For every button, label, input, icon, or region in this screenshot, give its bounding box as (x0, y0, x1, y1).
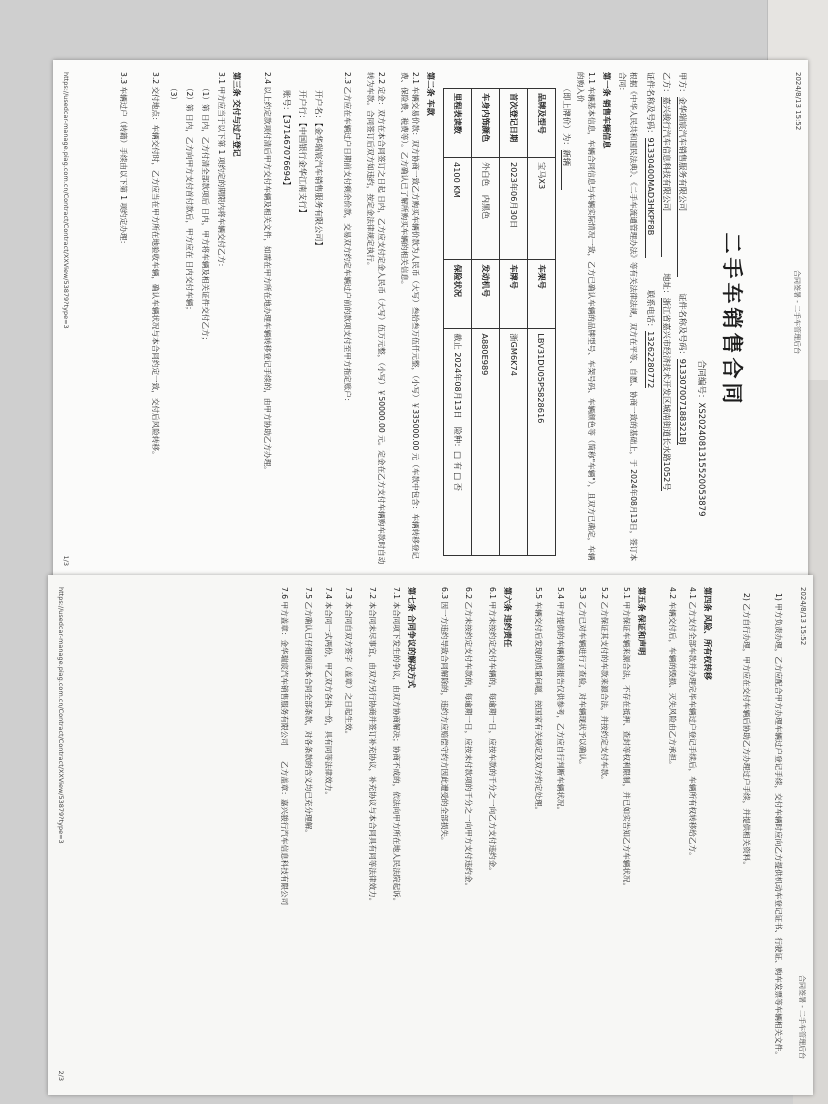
article-5-1: 5.1 甲方保证车辆来源合法，不存在抵押、查封等权利限制，并已如实告知乙方车辆状况。 (622, 587, 631, 891)
page-number: 2/3 (57, 1070, 65, 1081)
article-7-1: 7.1 本合同项下发生的争议，由双方协商解决；协商不成的，依法向甲方所在地人民法院起诉。 (392, 587, 401, 906)
page-footer-url: https://usedcar-manage.piag.com.cn/Contract/Contract/XXView/53879?type=3 (62, 72, 70, 329)
contract-number-value: XS2024081315520053879 (696, 402, 706, 517)
article-1-1: 1.1 车辆基本信息，车辆合同信息与车辆实际情况一致，乙方已确认车辆的品牌型号、车架号码、车辆颜色等（简称"车辆"），且双方已确定，车辆的购入价 (576, 72, 596, 561)
party-a-cert-label: 证件名称及号码： (678, 293, 688, 359)
account-bank: 中国银行金华江南支行 (298, 126, 308, 209)
article-2-title: 第二条 车款 (426, 72, 436, 116)
contract-page-2 (48, 575, 813, 1095)
vehicle-table-label: 车身内饰颜色 (472, 89, 500, 158)
party-b-cert-row (645, 72, 656, 388)
vehicle-table-label: 品牌及型号 (528, 89, 556, 158)
account-name-row: 开户名：【金华瑞宸汽车销售服务有限公司】 (314, 90, 324, 250)
article-5-title: 第五条 保证和声明 (637, 587, 647, 656)
account-no-label: 账号： (282, 90, 292, 115)
article-4-1: 4.1 乙方支付全部车款并办理完毕车辆过户登记手续后，车辆所有权转移给乙方。 (688, 587, 697, 860)
party-a-name: 金华瑞宸汽车销售服务有限公司 (677, 97, 688, 277)
preamble: 根据《中华人民共和国民法典》、《二手车流通管理办法》等有关法律法规，双方在平等、自愿、协商一致的基础上，于 2024年08月13日，签订本合同： (618, 72, 638, 562)
vehicle-table-value: 宝马X3 (528, 158, 556, 260)
article-6-title: 第六条 违约责任 (503, 587, 513, 648)
contract-page-1 (53, 60, 808, 580)
party-b-cert: 91330400MAD3HKPF8B (645, 138, 656, 258)
account-bank-label: 开户行： (298, 90, 308, 123)
vehicle-table-row (500, 89, 528, 556)
article-3-1-1: （1）第 日内，乙方付清全部款项后 日内，甲方将车辆及相关证件交付乙方； (201, 84, 210, 345)
party-b-label: 乙方： (662, 72, 672, 97)
article-3-2: 3.2 交付地点：车辆交付时，乙方应当在甲方所在地验收车辆，确认车辆状况与本合同约定一致，交付后风险转移。 (151, 72, 160, 459)
party-a-label: 甲方： (678, 72, 688, 97)
vehicle-table-label: 首次登记日期 (500, 89, 528, 158)
article-2-3: 2.3 乙方应在车辆过户日期前支付剩余价款，交易双方约定车辆过户前的款项支付至甲方指定账户： (343, 72, 352, 406)
article-2-4: 2.4 以上约定款项付清后甲方交付车辆及相关文件，如需在甲方所在地办理车辆转移登记手续的，由甲方协助乙方办理。 (263, 72, 272, 474)
clause-3-3-option-1: 1) 甲方负责办理，乙方应配合甲方办理车辆过户登记手续，交付车辆时应向乙方提供机动车登记证书、行驶证、购车发票等车辆相关文件。 (774, 593, 783, 1059)
article-7-3: 7.3 本合同自双方签字（盖章）之日起生效。 (344, 587, 353, 739)
article-4-title: 第四条 风险、所有权转移 (703, 587, 713, 680)
vehicle-table-value: 截止 2024年08月13日 险种：□ 有 □ 否 (444, 329, 472, 556)
article-1-sub (561, 84, 572, 190)
party-b-addr: 浙江省嘉兴市经济技术开发区城南街道长水路1052号 (662, 297, 672, 491)
article-7-6: 7.6 甲方盖章：金华瑞宸汽车销售服务有限公司 乙方盖章：嘉兴骏行汽车信息科技有限公司 (280, 587, 289, 906)
page-number: 1/3 (62, 555, 70, 566)
vehicle-info-table (443, 88, 556, 556)
article-1-title: 第一条 销售车辆信息 (602, 72, 612, 149)
vehicle-table-row (444, 89, 472, 556)
article-6-2: 6.2 乙方未按约定支付车款的，每逾期一日，应按未付款项的千分之一向甲方支付违约金。 (464, 587, 473, 891)
contract-number (696, 360, 708, 517)
vehicle-table-label: 发动机号 (472, 260, 500, 329)
party-a-row (677, 72, 688, 445)
vehicle-table-label: 里程表读数 (444, 89, 472, 158)
article-3-1-2: （2）第 日内，乙方向甲方支付首付款后，甲方应在 日内交付车辆； (185, 84, 194, 314)
vehicle-table-value: 4100 KM (444, 158, 472, 260)
page-header-datetime: 2024/8/13 15:52 (799, 587, 807, 646)
account-no: 371467076694 (282, 118, 292, 182)
party-b-name: 嘉兴骏行汽车信息科技有限公司 (661, 97, 672, 257)
article-7-2: 7.2 本合同未尽事宜，由双方另行协商并签订补充协议，补充协议与本合同具有同等法律效力。 (368, 587, 377, 906)
page-header-datetime: 2024/8/13 15:52 (794, 72, 802, 131)
account-name: 金华瑞宸汽车销售服务有限公司 (314, 126, 324, 242)
party-a-cert: 913307007188321BJ (678, 358, 688, 445)
vehicle-table-label: 保险状况 (444, 260, 472, 329)
article-6-1: 6.1 甲方未按约定交付车辆的，每逾期一日，应按车款的千分之一向乙方支付违约金。 (488, 587, 497, 875)
party-b-addr-label: 地址： (662, 273, 672, 298)
contract-number-label: 合同编号： (696, 360, 706, 403)
party-b-phone-label: 联系电话： (646, 290, 656, 332)
article-1-sub-value: 新辆 (561, 150, 572, 190)
page-header-title: 合同签署 - 二手车管理后台 (793, 270, 801, 354)
vehicle-table-value: LBV31DU05PS828616 (528, 329, 556, 556)
party-b-cert-label: 证件名称及号码： (646, 72, 656, 138)
article-3-1: 3.1 甲方应当于以下第 1 项约定的期限内将车辆交付乙方： (217, 72, 226, 271)
article-6-3: 6.3 因一方违约导致合同解除的，违约方应赔偿守约方因此遭受的全部损失。 (440, 587, 449, 845)
party-b-phone: 13262280772 (646, 331, 656, 389)
vehicle-table-value: A880E989 (472, 329, 500, 556)
article-3-3: 3.3 车辆过户（转籍）手续由以下第 1 项约定办理： (119, 72, 128, 249)
vehicle-table-row (472, 89, 500, 556)
page-header-title: 合同签署 - 二手车管理后台 (798, 975, 806, 1059)
article-7-5: 7.5 乙方确认已仔细阅读本合同全部条款，对各条款的含义均已充分理解。 (304, 587, 313, 837)
article-3-1-3: （3） (169, 84, 178, 105)
article-2-2: 2.2 定金：双方在本合同签订之日起 日内，乙方应支付定金人民币（大写）伍万元整，（小写）￥50000.00 元。定金在乙方支付车辆购车款时自动转为车款。合同签订后双方如违约，按定金法律规定执行。 (366, 72, 386, 565)
article-4-2: 4.2 车辆交付后，车辆的毁损、灭失风险由乙方承担。 (668, 587, 677, 769)
article-2-1: 2.1 车辆交易价款：双方协商一致乙方购买车辆价款为人民币（大写）叁拾叁万伍仟元整，（小写）￥335000.00 元（车款中包含：车辆转移登记费、保险费、税费等）。乙方确认已了解所购买车辆的相关信息。 (400, 72, 420, 560)
article-7-title: 第七条 合同争议的解决方式 (407, 587, 417, 689)
vehicle-table-value: 外白色 内黑色 (472, 158, 500, 260)
page-footer-url: https://usedcar-manage.piag.com.cn/Contract/Contract/XXView/53879?type=3 (57, 587, 65, 844)
account-bank-row: 开户行：【中国银行金华江南支行】 (298, 90, 308, 217)
vehicle-table-value: 2023年06月30日 (500, 158, 528, 260)
vehicle-table-label: 车架号 (528, 260, 556, 329)
account-no-row: 账号：【371467076694】 (282, 90, 292, 190)
article-5-5: 5.5 车辆交付后发现的质量问题，按国家有关规定及双方约定处理。 (534, 587, 543, 815)
vehicle-table-row (528, 89, 556, 556)
article-5-4: 5.4 甲方提供的车辆检测报告仅供参考，乙方应自行判断车辆状况。 (556, 587, 565, 815)
article-1-sub-label: （即上牌价）为： (562, 84, 572, 150)
vehicle-table-label: 车牌号 (500, 260, 528, 329)
article-5-2: 5.2 乙方保证其支付的车款来源合法，并按约定支付车款。 (600, 587, 609, 784)
article-3-title: 第三条 交付与过户登记 (232, 72, 242, 157)
article-7-4: 7.4 本合同一式两份，甲乙双方各执一份，具有同等法律效力。 (324, 587, 333, 799)
vehicle-table-value: 浙GM6K74 (500, 329, 528, 556)
account-name-label: 开户名： (314, 90, 324, 123)
party-b-row (661, 72, 672, 491)
article-5-3: 5.3 乙方已对车辆进行了查验，对车辆现状予以确认。 (578, 587, 587, 769)
clause-3-3-option-2: 2) 乙方自行办理，甲方应在交付车辆后协助乙方办理过户手续，并提供相关资料。 (742, 593, 751, 869)
contract-title: 二手车销售合同 (720, 232, 744, 408)
